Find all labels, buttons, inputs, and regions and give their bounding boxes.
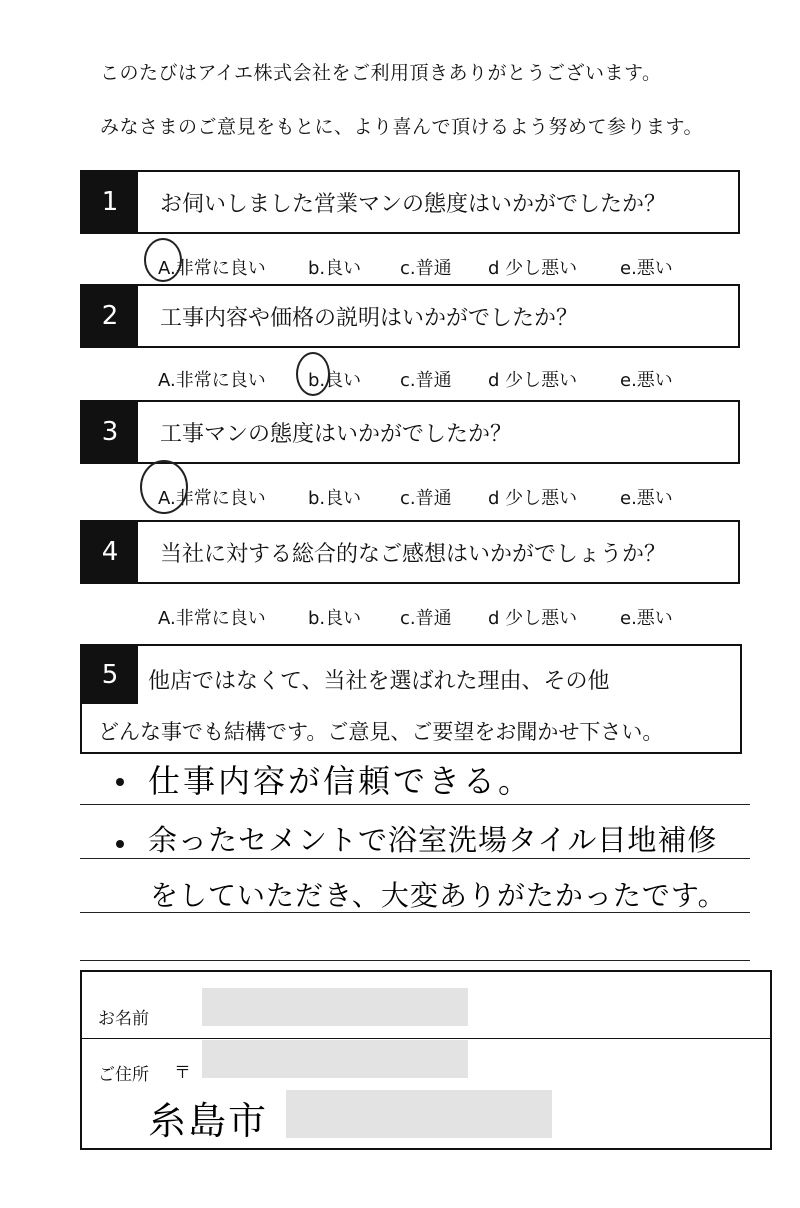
address-label: ご住所 <box>98 1065 149 1085</box>
question-1-number: 1 <box>82 172 138 232</box>
q3-option-d[interactable]: d 少し悪い <box>488 488 578 509</box>
question-4-text: 当社に対する総合的なご感想はいかがでしょうか？ <box>160 541 667 567</box>
q2-option-b[interactable]: b.良い <box>308 370 362 391</box>
question-3-box <box>80 400 740 464</box>
question-5-number: 5 <box>82 646 138 704</box>
question-3-number: 3 <box>82 402 138 462</box>
comment-line-1[interactable]: 仕事内容が信頼できる。 <box>148 762 534 800</box>
comment-rule-4 <box>80 960 750 961</box>
q1-selection-circle <box>144 238 182 282</box>
question-5-text-line-2: どんな事でも結構です。ご意見、ご要望をお聞かせ下さい。 <box>98 720 664 744</box>
q3-option-c[interactable]: c.普通 <box>400 488 452 509</box>
comment-rule-2 <box>80 858 750 859</box>
q1-option-a[interactable]: A.非常に良い <box>158 258 266 279</box>
question-2-number: 2 <box>82 286 138 346</box>
q2-option-a[interactable]: A.非常に良い <box>158 370 266 391</box>
q1-option-d[interactable]: d 少し悪い <box>488 258 578 279</box>
comment-line-2[interactable]: 余ったセメントで浴室洗場タイル目地補修 <box>148 823 718 857</box>
q3-selection-circle <box>140 460 188 514</box>
question-5-text-line-1: 他店ではなくて、当社を選ばれた理由、その他 <box>148 669 610 694</box>
q1-option-b[interactable]: b.良い <box>308 258 362 279</box>
q2-option-d[interactable]: d 少し悪い <box>488 370 578 391</box>
q4-option-a[interactable]: A.非常に良い <box>158 608 266 629</box>
q1-option-e[interactable]: e.悪い <box>620 258 673 279</box>
q3-option-e[interactable]: e.悪い <box>620 488 673 509</box>
postal-mark: 〒 <box>174 1063 191 1083</box>
address-city[interactable]: 糸島市 <box>148 1099 269 1143</box>
question-1-box <box>80 170 740 234</box>
question-3-text: 工事マンの態度はいかがでしたか？ <box>160 421 513 447</box>
question-4-box <box>80 520 740 584</box>
question-5-box <box>80 644 742 754</box>
comment-rule-3 <box>80 912 750 913</box>
name-redacted[interactable] <box>202 988 468 1026</box>
q4-option-c[interactable]: c.普通 <box>400 608 452 629</box>
q1-option-c[interactable]: c.普通 <box>400 258 452 279</box>
name-label: お名前 <box>98 1009 149 1029</box>
q4-option-d[interactable]: d 少し悪い <box>488 608 578 629</box>
q3-option-b[interactable]: b.良い <box>308 488 362 509</box>
comment-rule-1 <box>80 804 750 805</box>
question-2-box <box>80 284 740 348</box>
question-4-number: 4 <box>82 522 138 582</box>
q4-option-b[interactable]: b.良い <box>308 608 362 629</box>
question-2-text: 工事内容や価格の説明はいかがでしたか？ <box>160 305 579 331</box>
customer-info-box <box>80 970 772 1150</box>
comment-line-3[interactable]: をしていただき、大変ありがたかったです。 <box>150 879 727 912</box>
address-redacted[interactable] <box>286 1090 552 1138</box>
q2-selection-circle <box>296 352 330 396</box>
postal-code-redacted[interactable] <box>202 1040 468 1078</box>
info-separator <box>82 1038 770 1039</box>
comment-bullet-2 <box>116 840 124 848</box>
question-1-text: お伺いしました営業マンの態度はいかがでしたか？ <box>160 191 667 217</box>
q4-option-e[interactable]: e.悪い <box>620 608 673 629</box>
q3-option-a[interactable]: A.非常に良い <box>158 488 266 509</box>
q2-option-c[interactable]: c.普通 <box>400 370 452 391</box>
intro-line-2: みなさまのご意見をもとに、より喜んで頂けるよう努めて参ります。 <box>100 116 703 138</box>
q2-option-e[interactable]: e.悪い <box>620 370 673 391</box>
intro-line-1: このたびはアイエ株式会社をご利用頂きありがとうございます。 <box>100 62 662 84</box>
comment-bullet-1 <box>116 778 124 786</box>
